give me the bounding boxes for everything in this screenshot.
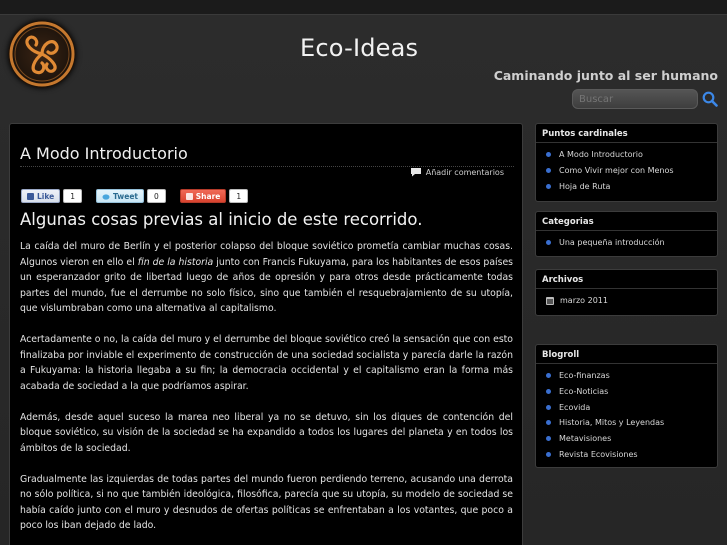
paragraph-4: Gradualmente las izquierdas de todas partes del mundo fueron perdiendo terreno, acusando una derrota no sólo política, si no que también ideológica, filosófica, parecía que su utopía, su modelo de sociedad se había caído junto con el muro y desnudos de ofertas políticas se enfrentaban a los votantes, que poco a poco los iban dejado de lado. <box>20 473 513 531</box>
sidebar-link-label: Revista Ecovisiones <box>559 449 638 459</box>
sidebar-link[interactable] <box>536 147 717 163</box>
bullet-icon <box>546 452 551 457</box>
sidebar-link-label: Como Vivir mejor con Menos <box>559 166 674 176</box>
facebook-icon <box>27 193 34 200</box>
sidebar-link-label: marzo 2011 <box>560 296 608 306</box>
tweet-label: Tweet <box>113 191 138 201</box>
sidebar-link[interactable] <box>536 399 717 415</box>
sidebar-link-label: Metavisiones <box>559 434 612 444</box>
post-body <box>20 239 513 545</box>
site-title[interactable]: Eco-Ideas <box>300 34 419 62</box>
widget-archivos <box>535 269 718 316</box>
search-button[interactable] <box>702 91 718 107</box>
bullet-icon <box>546 373 551 378</box>
site-tagline: Caminando junto al ser humano <box>493 68 718 83</box>
sidebar-link[interactable] <box>536 384 717 400</box>
widget-list <box>536 143 717 196</box>
sidebar-link[interactable] <box>536 431 717 447</box>
twitter-tweet[interactable] <box>96 189 166 203</box>
widget-puntos-cardinales <box>535 123 718 202</box>
share-count: 1 <box>229 189 248 203</box>
add-comments-label: Añadir comentarios <box>425 167 504 177</box>
facebook-like[interactable] <box>21 189 82 203</box>
post-title[interactable]: A Modo Introductorio <box>20 144 188 163</box>
paragraph-1 <box>20 239 513 317</box>
sidebar-link-label: Una pequeña introducción <box>559 238 665 248</box>
bullet-icon <box>546 240 551 245</box>
sidebar-link[interactable] <box>536 178 717 194</box>
logo-triskelion[interactable] <box>8 20 76 88</box>
facebook-like-label: Like <box>37 191 55 201</box>
bullet-icon <box>546 420 551 425</box>
sidebar-link[interactable] <box>536 368 717 384</box>
paragraph-1-start: La caída del muro de Berlín y el posterior colapso del bloque soviético prometía cambiar muchas cosas. Algunos vieron en ello el <box>20 241 513 268</box>
facebook-like-count: 1 <box>63 189 82 203</box>
share-widget[interactable] <box>180 189 248 203</box>
sidebar-link-label: A Modo Introductorio <box>559 150 643 160</box>
share-icon <box>186 193 193 200</box>
triskelion-icon <box>8 20 76 88</box>
sidebar-link-label: Ecovida <box>559 402 591 412</box>
widget-title: Blogroll <box>536 345 717 364</box>
sidebar-link[interactable] <box>536 446 717 462</box>
widget-categorias <box>535 211 718 257</box>
twitter-bird-icon <box>102 193 110 200</box>
add-comments-link[interactable] <box>410 167 504 177</box>
paragraph-1-emphasis: fin de la historia <box>137 256 214 268</box>
widget-blogroll <box>535 344 718 468</box>
share-bar <box>21 189 248 203</box>
tweet-count: 0 <box>147 189 166 203</box>
tweet-button[interactable] <box>96 189 144 203</box>
bullet-icon <box>546 389 551 394</box>
search-icon <box>702 91 718 107</box>
paragraph-2: Acertadamente o no, la caída del muro y el derrumbe del bloque soviético creó la sensación que con esto finalizaba por inviable el experimento de construcción de una sociedad socialista y parecía darle la razón a Fukuyama: la historia llegaba a su fin; la democracia occidental y el capitalismo eran la forma más acabada de sociedad a la que podríamos aspirar. <box>20 334 513 392</box>
widget-title: Archivos <box>536 270 717 289</box>
bullet-icon <box>546 152 551 157</box>
sidebar-link[interactable] <box>536 293 717 309</box>
paragraph-3: Además, desde aquel suceso la marea neo liberal ya no se detuvo, sin los diques de contención del bloque soviético, su visión de la sociedad se ha expandido a todos los lugares del planeta y en todos los ámbitos de la sociedad. <box>20 411 513 454</box>
sidebar-link[interactable] <box>536 415 717 431</box>
comment-bubble-icon <box>410 167 422 177</box>
share-label: Share <box>195 191 221 201</box>
sidebar-link-label: Hoja de Ruta <box>559 181 611 191</box>
bullet-icon <box>546 184 551 189</box>
widget-list <box>536 231 717 253</box>
main-content <box>9 123 523 545</box>
sidebar-link-label: Historia, Mitos y Leyendas <box>559 418 665 428</box>
widget-title: Puntos cardinales <box>536 124 717 143</box>
sidebar-link-label: Eco-finanzas <box>559 371 610 381</box>
widget-title: Categorias <box>536 212 717 231</box>
facebook-like-button[interactable] <box>21 189 60 203</box>
calendar-icon <box>546 297 554 305</box>
bullet-icon <box>546 168 551 173</box>
bullet-icon <box>546 405 551 410</box>
share-button[interactable] <box>180 189 227 203</box>
search-input[interactable] <box>572 89 698 109</box>
widget-list <box>536 289 717 311</box>
bullet-icon <box>546 436 551 441</box>
sidebar-link[interactable] <box>536 235 717 251</box>
sidebar-link[interactable] <box>536 163 717 179</box>
sidebar-link-label: Eco-Noticias <box>559 387 609 397</box>
paragraph-1-end: junto con Francis Fukuyama, para los habitantes de esos países un esperanzador grito de libertad luego de años de opresión y para otros desde prácticamente todas partes del mundo, fue el derrumbe no solo físico, sino que también el resquebrajamiento de su utopía, que vislumbraban como una alternativa al capitalismo. <box>20 256 514 314</box>
widget-list <box>536 364 717 464</box>
post-subtitle: Algunas cosas previas al inicio de este recorrido. <box>20 210 423 229</box>
